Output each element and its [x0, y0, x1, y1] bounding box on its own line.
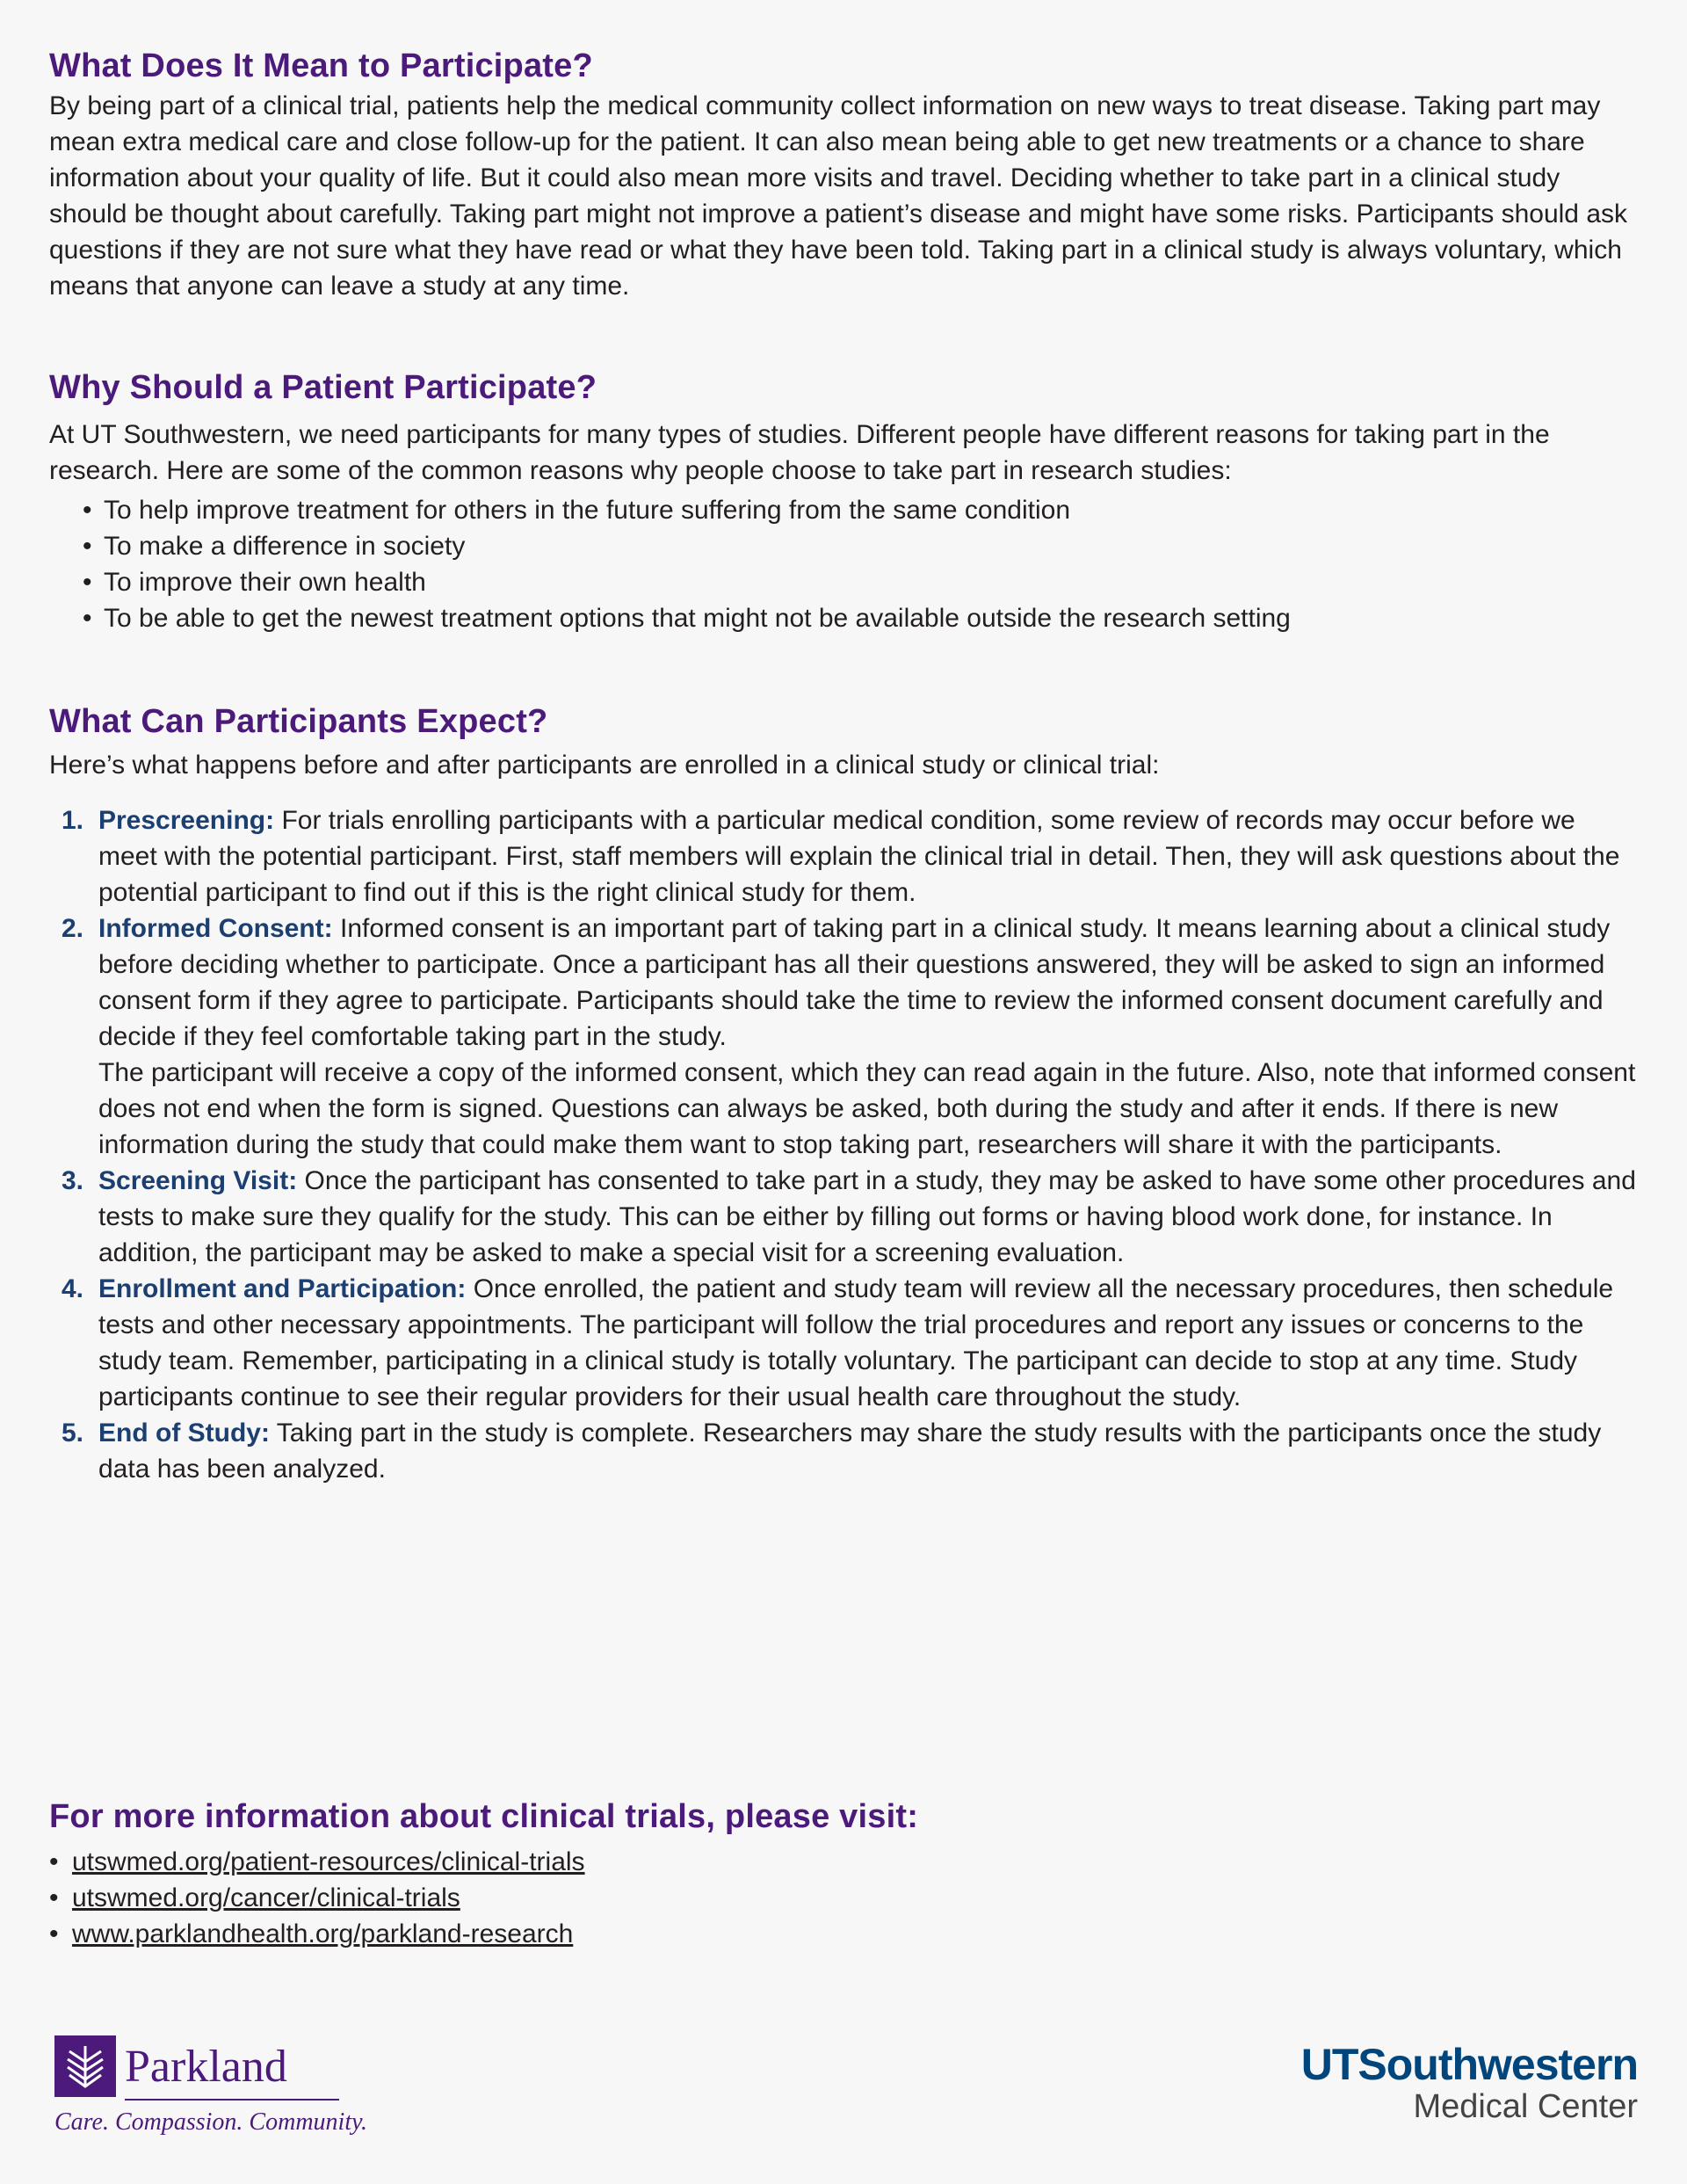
link-utsw-cancer-trials[interactable]: utswmed.org/cancer/clinical-trials [72, 1883, 460, 1912]
parkland-tagline: Care. Compassion. Community. [54, 2108, 367, 2136]
divider [125, 2099, 339, 2101]
section-why-participate [49, 367, 1638, 636]
bullet-icon: • [83, 496, 92, 525]
section-intro: Here’s what happens before and after participants are enrolled in a clinical study or clinical trial: [49, 751, 1160, 780]
step-continuation: The participant will receive a copy of the informed consent, which they can read again in the future. Also, note that informed consent does not end when the form is signed. Questions can always be asked, both during the study and after it ends. If there is new information during the study that could make them want to stop taking part, researchers will share it with the participants. [98, 1058, 1636, 1159]
section-more-info [49, 1796, 1638, 1952]
section-participate [49, 46, 1638, 304]
bullet-icon: • [83, 532, 92, 561]
section-expect [49, 701, 1638, 1487]
step-screening-visit: 3. Screening Visit: Once the participant has consented to take part in a study, they may be asked to have some other procedures and tests to make sure they qualify for the study. This can be either by filling out forms or having blood work done, for instance. In addition, the participant may be asked to make a special visit for a screening evaluation. [62, 1166, 1636, 1267]
list-item [49, 1916, 1638, 1952]
step-prescreening: 1. Prescreening: For trials enrolling participants with a particular medical condition, some review of records may occur before we meet with the potential participant. First, staff members will explain the clinical trial in detail. Then, they will ask questions about the potential participant to find out if this is the right clinical study for them. [62, 806, 1620, 907]
bullet-icon: • [83, 568, 92, 597]
list-item: • To be able to get the newest treatment options that might not be available outside the research setting [104, 600, 1638, 636]
bullet-icon: • [49, 1919, 59, 1948]
bullet-icon: • [49, 1847, 59, 1876]
list-item: • To make a difference in society [104, 528, 1638, 564]
section-body: By being part of a clinical trial, patients help the medical community collect information on new ways to treat disease. Taking part may mean extra medical care and close follow-up for the patient. It can also mean being able to get new treatments or a chance to share information about your quality of life. But it could also mean more visits and travel. Deciding whether to take part in a clinical study should be thought about carefully. Taking part might not improve a patient’s disease and might have some risks. Participants should ask questions if they are not sure what they have read or what they have been told. Taking part in a clinical study is always voluntary, which means that anyone can leave a study at any time. [49, 91, 1628, 301]
step-informed-consent: 2. Informed Consent: Informed consent is an important part of taking part in a clinical study. It means learning about a clinical study before deciding whether to participate. Once a participant has all their questions answered, they will be asked to sign an informed consent form if they agree to participate. Participants should take the time to review the informed consent document carefully and decide if they feel comfortable taking part in the study. The participant will receive a copy of the informed consent, which they can read again in the future. Also, note that informed consent does not end when the form is signed. Questions can always be asked, both during the study and after it ends. If there is new information during the study that could make them want to stop taking part, researchers will share it with the participants. [98, 911, 1638, 1163]
step-enrollment: 4. Enrollment and Participation: Once enrolled, the patient and study team will review all the necessary procedures, then schedule tests and other necessary appointments. The participant will follow the trial procedures and report any issues or concerns to the study team. Remember, participating in a clinical study is totally voluntary. The participant can decide to stop at any time. Study participants continue to see their regular providers for their usual health care throughout the study. [62, 1274, 1614, 1411]
section-intro: At UT Southwestern, we need participants for many types of studies. Different people have different reasons for taking part in the research. Here are some of the common reasons why people choose to take part in research studies: [49, 420, 1550, 485]
reasons-list [49, 492, 1638, 636]
bullet-icon: • [83, 604, 92, 633]
utsw-subtitle: Medical Center [1413, 2088, 1638, 2125]
list-item: • To improve their own health [104, 564, 1638, 600]
content [49, 46, 1638, 1487]
parkland-leaf-icon [54, 2035, 116, 2097]
utsw-logo [1301, 2041, 1638, 2125]
bullet-icon: • [49, 1883, 59, 1912]
section-heading: For more information about clinical trials, please visit: [49, 1798, 919, 1835]
link-parkland-research[interactable]: www.parklandhealth.org/parkland-research [72, 1919, 574, 1948]
parkland-logo [54, 2035, 424, 2141]
link-utsw-clinical-trials[interactable]: utswmed.org/patient-resources/clinical-trials [72, 1847, 585, 1876]
list-item [49, 1844, 1638, 1880]
utsw-name: UTSouthwestern [1300, 2040, 1638, 2089]
parkland-name: Parkland [125, 2042, 287, 2092]
list-item: • To help improve treatment for others in the future suffering from the same condition [104, 492, 1638, 528]
list-item [49, 1880, 1638, 1916]
section-heading: What Can Participants Expect? [49, 703, 548, 740]
steps-list [49, 802, 1638, 1487]
links-list [49, 1844, 1638, 1952]
step-end-of-study: 5. End of Study: Taking part in the study is complete. Researchers may share the study results with the participants once the study data has been analyzed. [62, 1419, 1602, 1484]
section-heading: Why Should a Patient Participate? [49, 369, 597, 406]
section-heading: What Does It Mean to Participate? [49, 47, 593, 84]
